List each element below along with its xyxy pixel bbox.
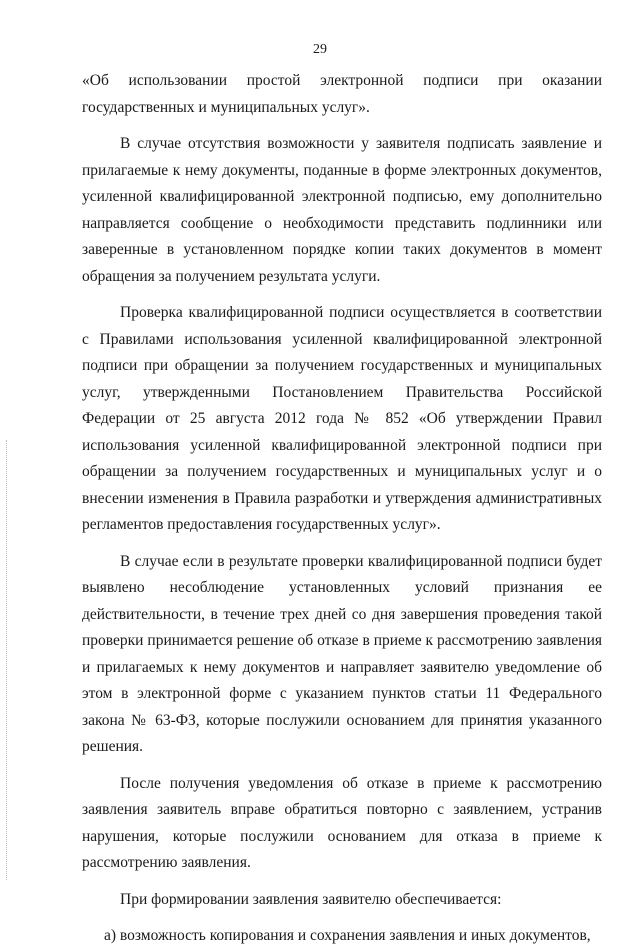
- paragraph-form-provisions: При формировании заявления заявителю обеспечивается:: [120, 890, 502, 908]
- page-number: 29: [313, 42, 327, 57]
- paragraph-continuation: «Об использовании простой электронной подписи при оказании государственных и муниципальных услуг».: [82, 72, 602, 116]
- paragraph-verification-failure: В случае если в результате проверки квалифицированной подписи будет выявлено несоблюдение установленных условий признания ее действительности, в течение трех дней со дня завершения проведения такой проверки принимается решение об отказе в приеме к рассмотрению заявления и прилагаемых к нему документов и направляет заявителю уведомление об этом в электронной форме с указанием пунктов статьи 11 Федерального закона № 63-ФЗ, которые послужили основанием для принятия указанного решения.: [82, 552, 602, 755]
- list-item-a: а) возможность копирования и сохранения заявления и иных документов,: [104, 927, 591, 944]
- paragraph-resubmission: После получения уведомления об отказе в приеме к рассмотрению заявления заявитель вправе обратиться повторно с заявлением, устранив нарушения, которые послужили основанием для отказа в приеме к рассмотрению заявления.: [82, 774, 602, 871]
- paragraph-signature-absence: В случае отсутствия возможности у заявителя подписать заявление и прилагаемые к нему документы, поданные в форме электронных документов, усиленной квалифицированной электронной подписью, ему дополнительно направляется сообщение о необходимости представить подлинники или заверенные в установленном порядке копии таких документов в момент обращения за получением результата услуги.: [82, 135, 602, 285]
- paragraph-signature-verification: Проверка квалифицированной подписи осуществляется в соответствии с Правилами использования усиленной квалифицированной электронной подписи при обращении за получением государственных и муниципальных услуг, утвержденными Постановлением Правительства Российской Федерации от 25 августа 2012 года № 852 «Об утверждении Правил использования усиленной квалифицированной электронной подписи при обращении за получением государственных и муниципальных услуг и о внесении изменения в Правила разработки и утверждения административных регламентов предоставления государственных услуг».: [82, 304, 602, 533]
- margin-dotted-line: [6, 440, 7, 880]
- document-body: [82, 68, 602, 950]
